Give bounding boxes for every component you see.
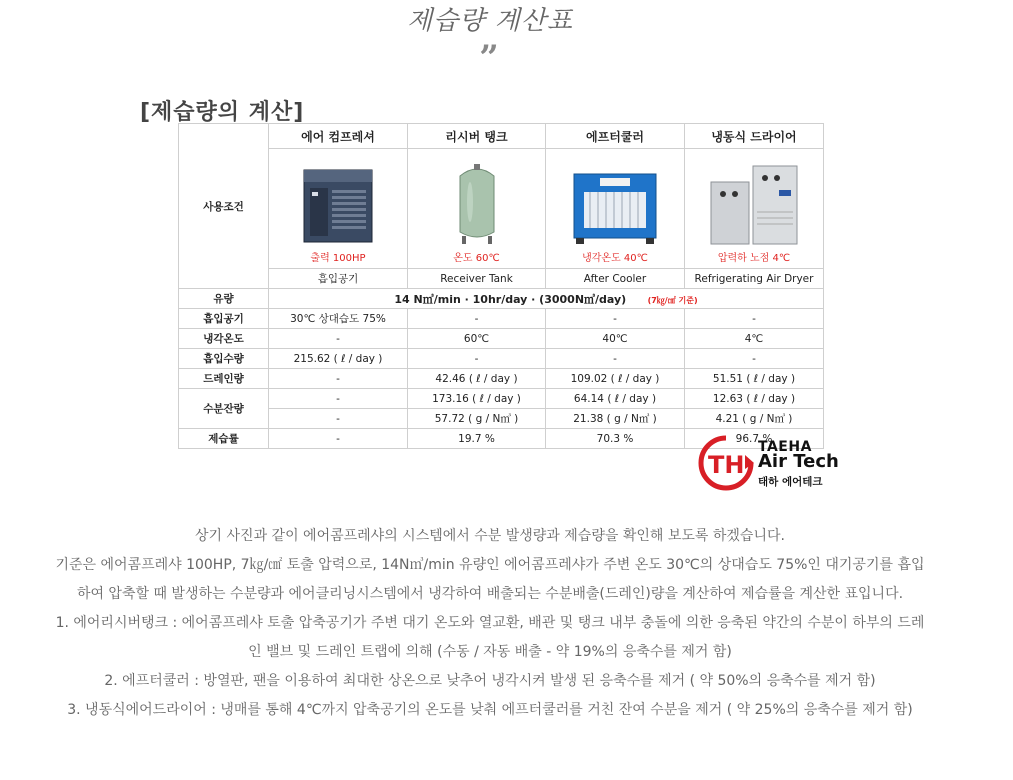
paragraph: 2. 에프터쿨러 : 방열판, 팬을 이용하여 최대한 상온으로 낮추어 냉각시켜 발생 된 응축수를 제거 ( 약 50%의 응축수를 제거 함)	[104, 673, 876, 689]
quote-icon: ”	[479, 38, 499, 78]
paragraph: 1. 에어리시버탱크 : 에어콤프레샤 토출 압축공기가 주변 대기 온도와 열교환, 배관 및 탱크 내부 충돌에 의한 응축된 약간의 수분이 하부의 드레인 밸브 및 드레인 트랩에 의해 (수동 / 자동 배출 - 약 19%의 응축수를 제거 함)	[55, 615, 925, 660]
row-label: 드레인량	[179, 369, 269, 389]
table-row	[179, 309, 824, 329]
table-cell: 96.7 %	[685, 429, 824, 449]
table-cell: 215.62 ( ℓ / day )	[269, 349, 408, 369]
flow-label: 유량	[179, 289, 269, 309]
aftercooler-cell	[546, 149, 685, 269]
equipment-name-cell: Receiver Tank	[408, 269, 546, 289]
table-cell: -	[546, 349, 685, 369]
table-cell: -	[269, 409, 408, 429]
paragraph: 3. 냉동식에어드라이어 : 냉매를 통해 4℃까지 압축공기의 온도를 낮춰 에프터쿨러를 거친 잔여 수분을 제거 ( 약 25%의 응축수를 제거 함)	[67, 702, 913, 718]
flow-value: 14 N㎥/min · 10hr/day · (3000N㎥/day)	[394, 292, 627, 306]
equipment-name-cell: 흡입공기	[269, 269, 408, 289]
table-row	[179, 369, 824, 389]
dryer-condition: 압력하 노점 4℃	[717, 253, 791, 264]
table-cell: 30℃ 상대습도 75%	[269, 309, 408, 329]
table-cell: 173.16 ( ℓ / day )	[408, 389, 546, 409]
table-cell: -	[269, 389, 408, 409]
page-title: 제습량 계산표	[407, 6, 573, 36]
th-logo-icon	[696, 433, 756, 493]
dryer-cell	[685, 149, 824, 269]
description-text	[55, 522, 925, 725]
paragraph: 상기 사진과 같이 에어콤프레샤의 시스템에서 수분 발생량과 제습량을 확인해 보도록 하겠습니다.	[195, 528, 785, 544]
dehumidification-table	[178, 123, 824, 449]
logo-line1: TAEHA	[758, 439, 812, 455]
table-row	[179, 124, 824, 149]
paragraph: 기준은 에어콤프레샤 100HP, 7㎏/㎠ 토출 압력으로, 14N㎥/min 유량인 에어콤프레샤가 주변 온도 30℃의 상대습도 75%인 대기공기를 흡입하여 압축할 때 발생하는 수분량과 에어클리닝시스템에서 냉각하여 배출되는 수분배출(드레인)량을 계산하여 제습률을 계산한 표입니다.	[55, 557, 925, 602]
flow-note: (7㎏/㎠ 기준)	[647, 295, 698, 305]
table-cell: 64.14 ( ℓ / day )	[546, 389, 685, 409]
col-header-aftercooler: 에프터쿨러	[546, 124, 685, 149]
receiver-tank-cell	[408, 149, 546, 269]
col-header-dryer: 냉동식 드라이어	[685, 124, 824, 149]
logo-line2: Air Tech	[758, 451, 839, 472]
table-cell: -	[269, 429, 408, 449]
table-cell: 4.21 ( g / N㎥ )	[685, 409, 824, 429]
refrigerated-dryer-image	[709, 162, 799, 246]
row-label: 흡입수량	[179, 349, 269, 369]
table-row	[179, 349, 824, 369]
table-cell: 19.7 %	[408, 429, 546, 449]
col-header-compressor: 에어 컴프레셔	[269, 124, 408, 149]
table-cell: 51.51 ( ℓ / day )	[685, 369, 824, 389]
table-cell: 4℃	[685, 329, 824, 349]
table-row	[179, 389, 824, 409]
receiver-tank-image	[452, 162, 502, 246]
table-cell: -	[685, 349, 824, 369]
table-cell: -	[269, 369, 408, 389]
equipment-name-cell: Refrigerating Air Dryer	[685, 269, 824, 289]
equipment-name-cell: After Cooler	[546, 269, 685, 289]
table-row	[179, 289, 824, 309]
aftercooler-condition: 냉각온도 40℃	[582, 253, 648, 264]
row-label: 흡입공기	[179, 309, 269, 329]
table-cell: 60℃	[408, 329, 546, 349]
table-row	[179, 329, 824, 349]
table-cell: 42.46 ( ℓ / day )	[408, 369, 546, 389]
compressor-condition: 출력 100HP	[310, 253, 366, 264]
table-cell: -	[408, 309, 546, 329]
table-cell: 12.63 ( ℓ / day )	[685, 389, 824, 409]
table-row	[179, 269, 824, 289]
table-row	[179, 149, 824, 269]
table-cell: 21.38 ( g / N㎥ )	[546, 409, 685, 429]
row-label: 수분잔량	[179, 389, 269, 429]
logo-line3: 태하 에어테크	[758, 476, 823, 488]
aftercooler-image	[570, 170, 660, 246]
compressor-cell	[269, 149, 408, 269]
table-row	[179, 409, 824, 429]
row-label: 제습률	[179, 429, 269, 449]
table-cell: -	[685, 309, 824, 329]
taeha-logo	[696, 433, 846, 493]
table-cell: 40℃	[546, 329, 685, 349]
table-cell: -	[269, 329, 408, 349]
receiver-tank-condition: 온도 60℃	[453, 253, 500, 264]
table-cell: 70.3 %	[546, 429, 685, 449]
table-cell: -	[408, 349, 546, 369]
table-cell: 57.72 ( g / N㎥ )	[408, 409, 546, 429]
flow-cell	[269, 289, 824, 309]
conditions-label: 사용조건	[179, 124, 269, 289]
row-label: 냉각온도	[179, 329, 269, 349]
air-compressor-image	[298, 166, 378, 246]
calc-heading: [제습량의 계산]	[140, 100, 305, 125]
svg-text:TH: TH	[708, 451, 745, 479]
table-cell: -	[546, 309, 685, 329]
col-header-receiver-tank: 리시버 탱크	[408, 124, 546, 149]
table-cell: 109.02 ( ℓ / day )	[546, 369, 685, 389]
